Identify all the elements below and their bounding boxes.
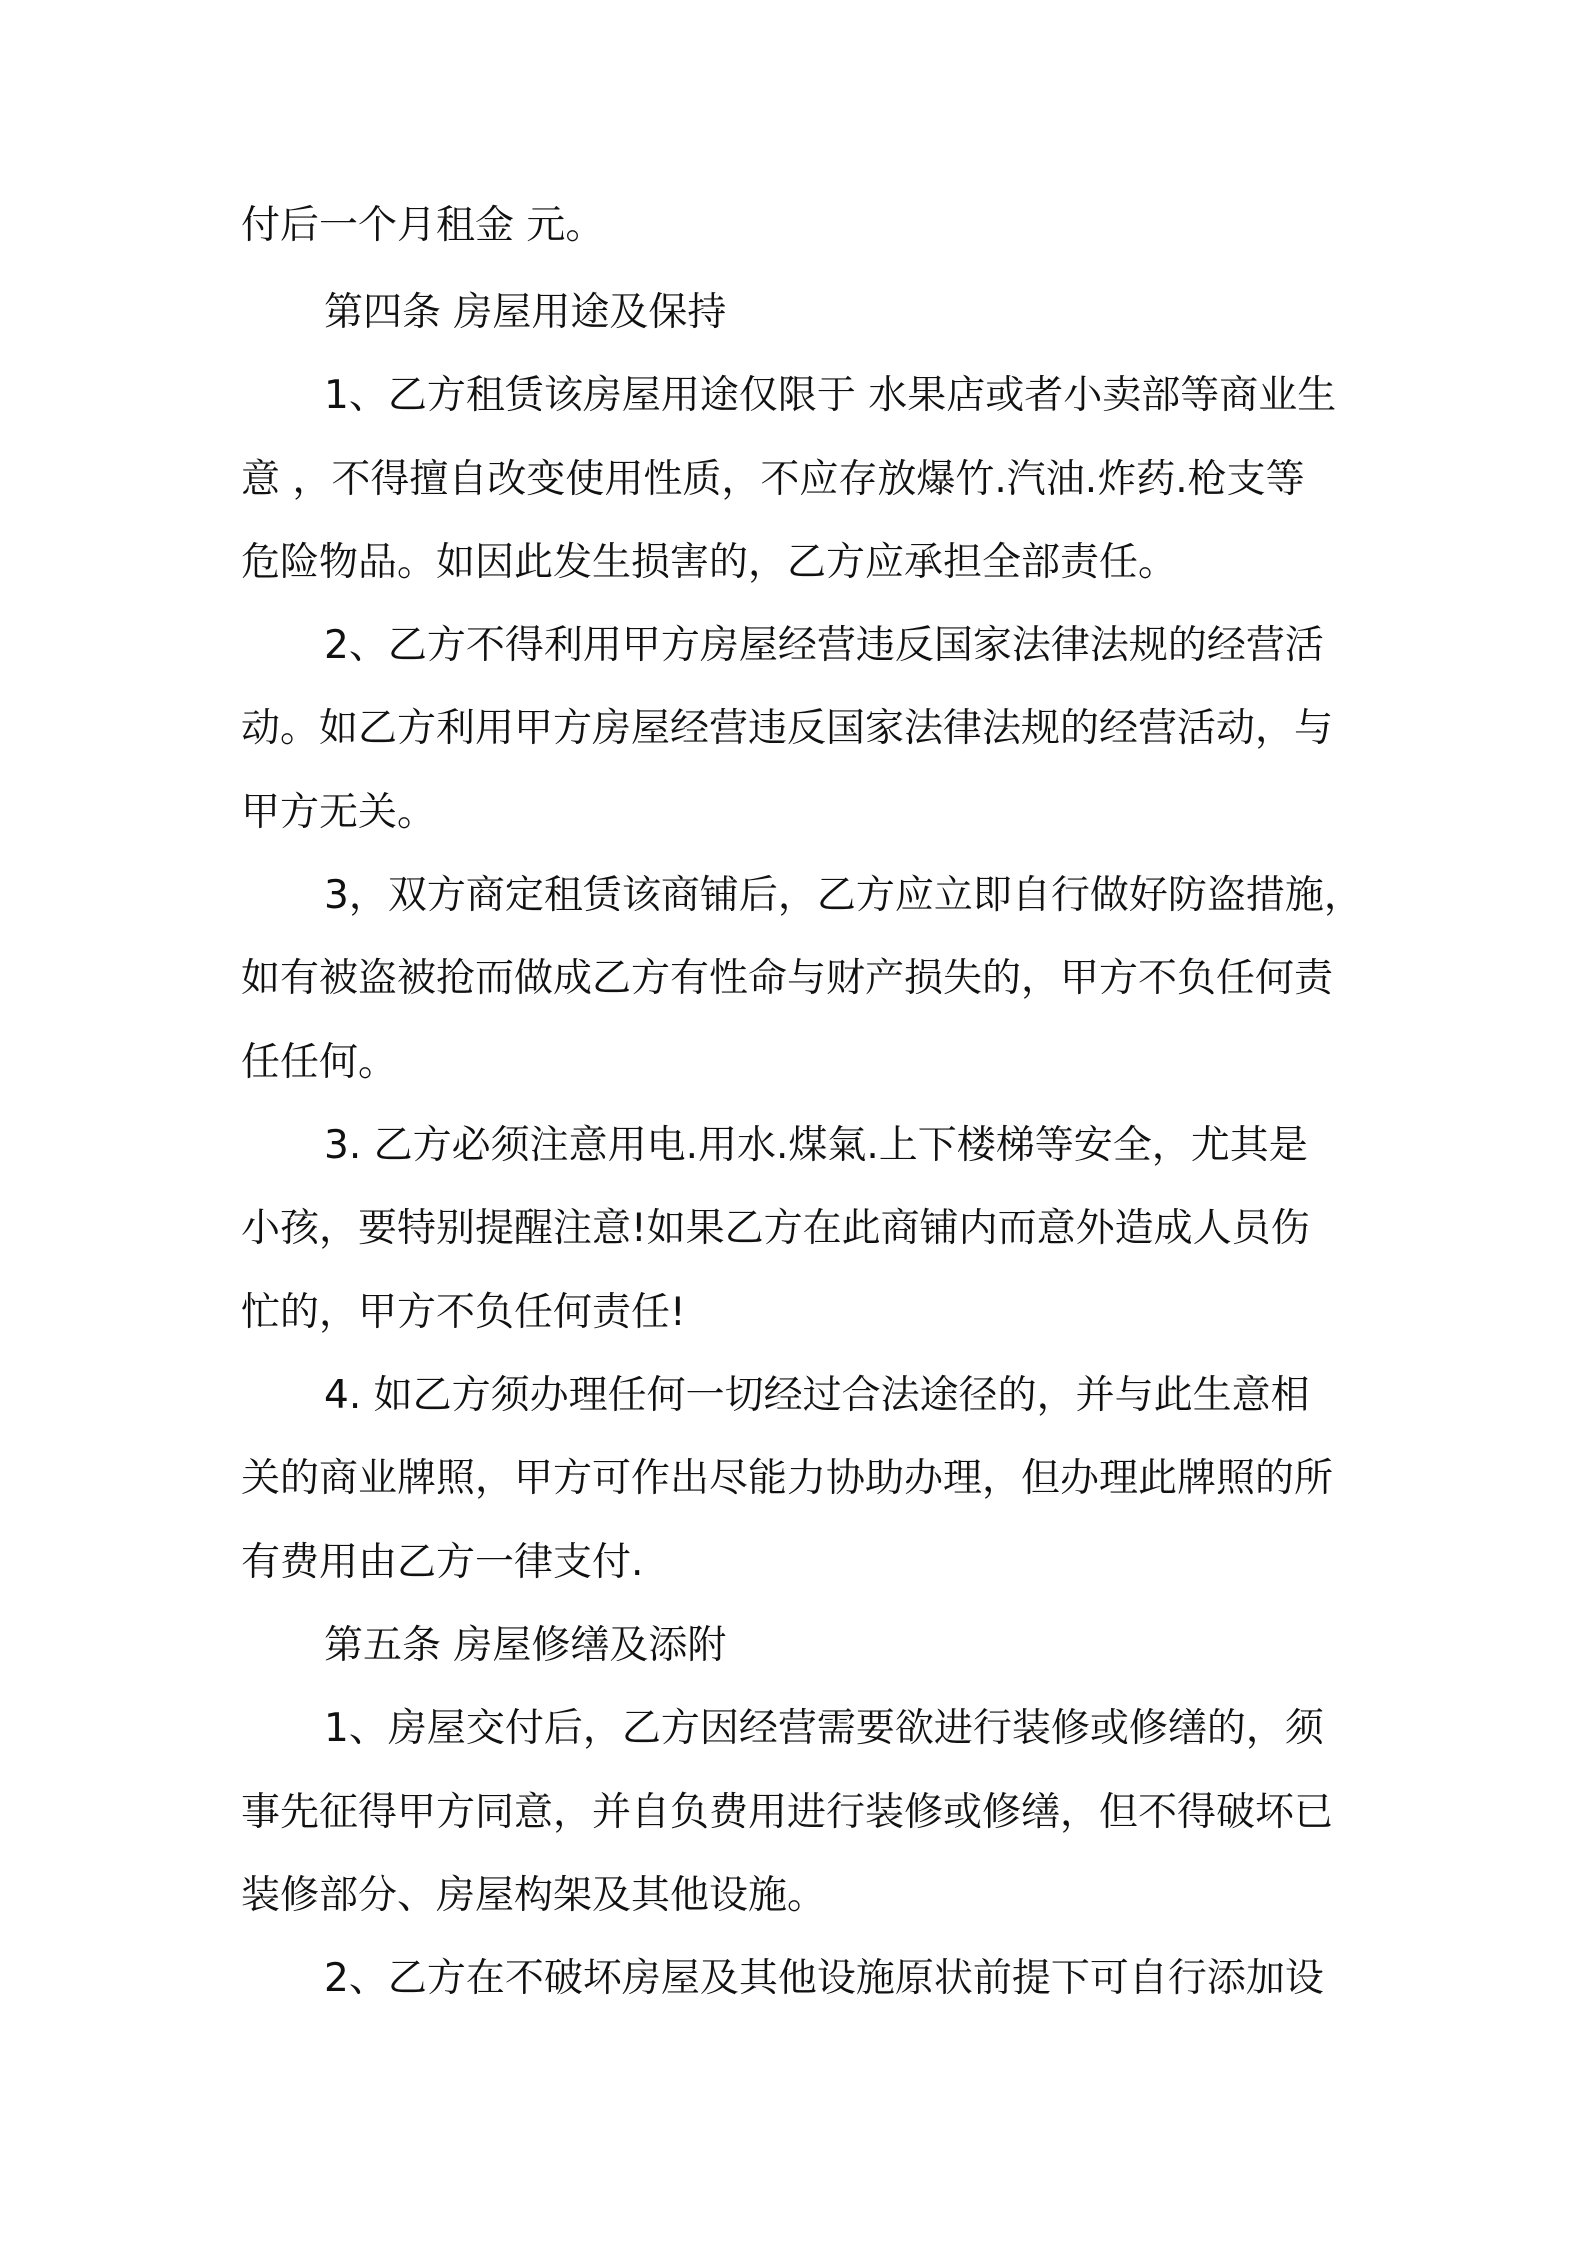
text-line: 付后一个月租金 元。 xyxy=(241,203,605,248)
text-line: 3. 乙方必须注意用电.用水.煤氣.上下楼梯等安全，尤其是 xyxy=(324,1123,1308,1168)
text-line: 忙的，甲方不负任何责任! xyxy=(241,1290,686,1335)
text-line: 小孩，要特别提醒注意!如果乙方在此商铺内而意外造成人员伤 xyxy=(241,1206,1310,1251)
text-line: 2、乙方在不破坏房屋及其他设施原状前提下可自行添加设 xyxy=(324,1956,1324,2001)
text-line: 关的商业牌照，甲方可作出尽能力协助办理，但办理此牌照的所 xyxy=(241,1456,1334,1501)
text-line: 任任何。 xyxy=(241,1040,398,1085)
text-line: 危险物品。如因此发生损害的，乙方应承担全部责任。 xyxy=(241,540,1178,585)
text-line: 2、乙方不得利用甲方房屋经营违反国家法律法规的经营活 xyxy=(324,623,1324,668)
text-line: 1、房屋交付后，乙方因经营需要欲进行装修或修缮的，须 xyxy=(324,1706,1324,1751)
text-line: 动。如乙方利用甲方房屋经营违反国家法律法规的经营活动，与 xyxy=(241,706,1334,751)
text-line: 甲方无关。 xyxy=(241,790,437,835)
text-line: 装修部分、房屋构架及其他设施。 xyxy=(241,1873,827,1918)
text-line: 有费用由乙方一律支付. xyxy=(241,1540,644,1585)
text-line: 1、乙方租赁该房屋用途仅限于 水果店或者小卖部等商业生 xyxy=(324,373,1337,418)
text-line: 4. 如乙方须办理任何一切经过合法途径的，并与此生意相 xyxy=(324,1373,1310,1418)
article-heading: 第四条 房屋用途及保持 xyxy=(324,290,727,335)
text-line: 事先征得甲方同意，并自负费用进行装修或修缮，但不得破坏已 xyxy=(241,1790,1334,1835)
text-line: 如有被盗被抢而做成乙方有性命与财产损失的，甲方不负任何责 xyxy=(241,956,1334,1001)
text-line: 3，双方商定租赁该商铺后，乙方应立即自行做好防盗措施， xyxy=(324,873,1363,918)
text-line: 意 ，不得擅自改变使用性质，不应存放爆竹.汽油.炸药.枪支等 xyxy=(241,457,1305,502)
article-heading: 第五条 房屋修缮及添附 xyxy=(324,1623,727,1668)
